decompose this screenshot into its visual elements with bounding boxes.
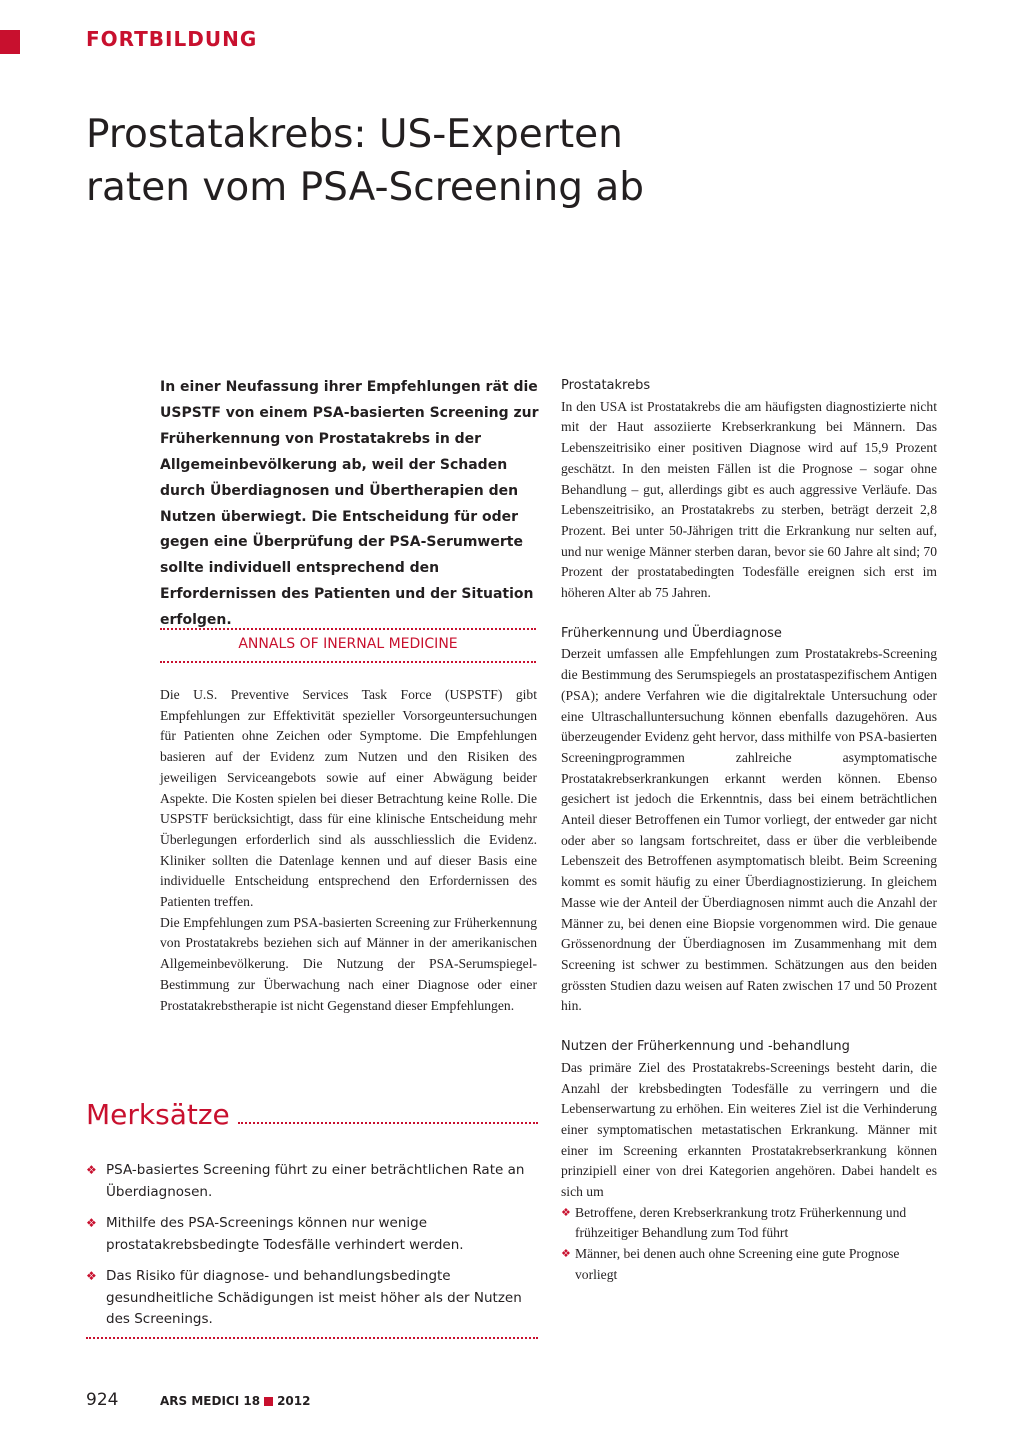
merksaetze-list bbox=[86, 1160, 538, 1341]
merksatz-item bbox=[86, 1213, 538, 1256]
diamond-bullet-icon: ❖ bbox=[86, 1269, 97, 1283]
article-title bbox=[86, 108, 886, 214]
subheading: Früherkennung und Überdiagnose bbox=[561, 625, 782, 641]
diamond-bullet-icon: ❖ bbox=[86, 1163, 97, 1177]
body-paragraph: Das primäre Ziel des Prostatakrebs-Screenings besteht darin, die Anzahl der krebsbedingten Todesfälle zu verringern und die Lebenserwartung zu erhöhen. Ein weiteres Ziel ist die Verhinderung einer symptomatischen metastatischen Erkrankung. Männer mit einer im Screening erkannten Prostatakrebserkrankung können prinzipiell einer von drei Kategorien angehören. Dabei handelt es sich um bbox=[561, 1059, 937, 1200]
merksatz-text: PSA-basiertes Screening führt zu einer beträchtlichen Rate an Überdiagnosen. bbox=[106, 1162, 525, 1200]
diamond-bullet-icon: ❖ bbox=[561, 1206, 571, 1219]
category-item bbox=[561, 1203, 937, 1244]
title-line-1: Prostatakrebs: US-Experten bbox=[86, 112, 623, 157]
journal-year: 2012 bbox=[277, 1394, 311, 1408]
section-marker bbox=[0, 30, 20, 54]
merksaetze-header bbox=[86, 1098, 538, 1131]
body-paragraph: Die Empfehlungen zum PSA-basierten Screening zur Früherkennung von Prostatakrebs beziehen sich auf Männer in der amerikanischen Allgemeinbevölkerung. Die Nutzung der PSA-Serumspiegel-Bestimmung zur Überwachung nach einer Diagnose oder einer Prostatakrebstherapie ist nicht Gegenstand dieser Empfehlungen. bbox=[160, 914, 537, 1013]
source-label: ANNALS OF INERNAL MEDICINE bbox=[238, 636, 458, 652]
journal-name: ARS MEDICI 18 bbox=[160, 1394, 261, 1408]
section-label: FORTBILDUNG bbox=[86, 27, 258, 51]
merksaetze-title: Merksätze bbox=[86, 1098, 230, 1131]
diamond-bullet-icon: ❖ bbox=[86, 1216, 97, 1230]
source-divider-top bbox=[160, 628, 536, 630]
red-square-icon bbox=[264, 1397, 273, 1406]
merksaetze-bottom-rule bbox=[86, 1337, 538, 1339]
category-item bbox=[561, 1244, 937, 1285]
merksatz-text: Mithilfe des PSA-Screenings können nur wenige prostatakrebsbedingte Todesfälle verhindert werden. bbox=[106, 1215, 464, 1253]
merksatz-item bbox=[86, 1160, 538, 1203]
subheading: Prostatakrebs bbox=[561, 378, 651, 393]
body-paragraph: In den USA ist Prostatakrebs die am häufigsten diagnostizierte nicht mit der Haut assoziierte Krebserkrankung bei Männern. Das Lebenszeitrisiko einer positiven Diagnose wird auf 15,9 Prozent geschätzt. In den meisten Fällen ist die Prognose – sogar ohne Behandlung – gut, allerdings gibt es auch aggressive Verläufe. Das Lebenszeitrisiko, an Prostatakrebs zu sterben, beträgt derzeit 2,8 Prozent. Bei unter 50-Jährigen tritt die Erkrankung nur selten auf, und nur wenige Männer sterben daran, bevor sie 60 Jahre alt sind; 70 Prozent der prostatabedingten Todesfälle ereignen sich erst im höheren Alter ab 75 Jahren. bbox=[561, 398, 937, 601]
category-text: Männer, bei denen auch ohne Screening eine gute Prognose vorliegt bbox=[575, 1246, 900, 1282]
left-body-text bbox=[160, 685, 537, 1016]
lead-paragraph: In einer Neufassung ihrer Empfehlungen rät die USPSTF von einem PSA-basierten Screening zur Früherkennung von Prostatakrebs in der Allgemeinbevölkerung ab, weil der Schaden durch Überdiagnosen und Übertherapien den Nutzen überwiegt. Die Entscheidung für oder gegen eine Überprüfung der PSA-Serumwerte sollte individuell entsprechend den Erfordernissen des Patienten und der Situation erfolgen. bbox=[160, 379, 539, 629]
source-divider-bottom bbox=[160, 661, 536, 663]
merksaetze-dotted-rule bbox=[238, 1122, 538, 1124]
subheading: Nutzen der Früherkennung und -behandlung bbox=[561, 1039, 850, 1055]
journal-footer bbox=[160, 1394, 310, 1408]
page-number: 924 bbox=[86, 1390, 119, 1410]
title-line-2: raten vom PSA-Screening ab bbox=[86, 165, 644, 210]
body-paragraph: Derzeit umfassen alle Empfehlungen zum Prostatakrebs-Screening die Bestimmung des Serumspiegels an prostataspezifischem Antigen (PSA); andere Verfahren wie die digitalrektale Untersuchung oder eine Ultraschalluntersuchung können ebenfalls dazugehören. Aus überzeugender Evidenz geht hervor, dass mithilfe von PSA-basierten Screeningprogrammen zahlreiche asymptomatische Prostatakrebserkrankungen erkannt werden können. Ebenso gesichert ist jedoch die Erkenntnis, dass bei einem beträchtlichen Anteil dieser Betroffenen ein Tumor vorliegt, der entweder gar nicht oder aber so langsam fortschreitet, dass er über die verbleibende Lebenszeit des Betroffenen asymptomatisch bleibt. Beim Screening kommt es somit häufig zu einer Überdiagnostizierung. In gleichem Masse wie der Anteil der Überdiagnosen nimmt auch die Anzahl der Männer zu, bei denen eine Biopsie vorgenommen wird. Die genaue Grössenordnung der Überdiagnosen im Zusammenhang mit dem Screening ist schwer zu bestimmen. Schätzungen aus den beiden grössten Studien dazu weisen auf Raten zwischen 17 und 50 Prozent hin. bbox=[561, 646, 937, 1014]
body-paragraph: Die U.S. Preventive Services Task Force (USPSTF) gibt Empfehlungen zur Effektivität spezieller Vorsorgeuntersuchungen für Patienten ohne Zeichen oder Symptome. Die Empfehlungen basieren auf der Evidenz zum Nutzen und den Risiken des jeweiligen Serviceangebots sowie auf einer Abwägung beider Aspekte. Die Kosten spielen bei dieser Betrachtung keine Rolle. Die USPSTF berücksichtigt, dass für eine klinische Entscheidung mehr Überlegungen erforderlich sind als ausschliesslich die Evidenz. Kliniker sollten die Datenlage kennen und auf dieser Basis eine individuelle Entscheidung entsprechend den Erfordernissen des Patienten treffen. bbox=[160, 687, 537, 910]
category-text: Betroffene, deren Krebserkrankung trotz Früherkennung und frühzeitiger Behandlung zum Tod führt bbox=[575, 1204, 907, 1241]
diamond-bullet-icon: ❖ bbox=[561, 1248, 571, 1261]
merksatz-text: Das Risiko für diagnose- und behandlungsbedingte gesundheitliche Schädigungen ist meist höher als der Nutzen des Screenings. bbox=[106, 1268, 522, 1327]
category-list bbox=[561, 1203, 937, 1286]
merksatz-item bbox=[86, 1266, 538, 1331]
right-column bbox=[561, 376, 937, 1286]
